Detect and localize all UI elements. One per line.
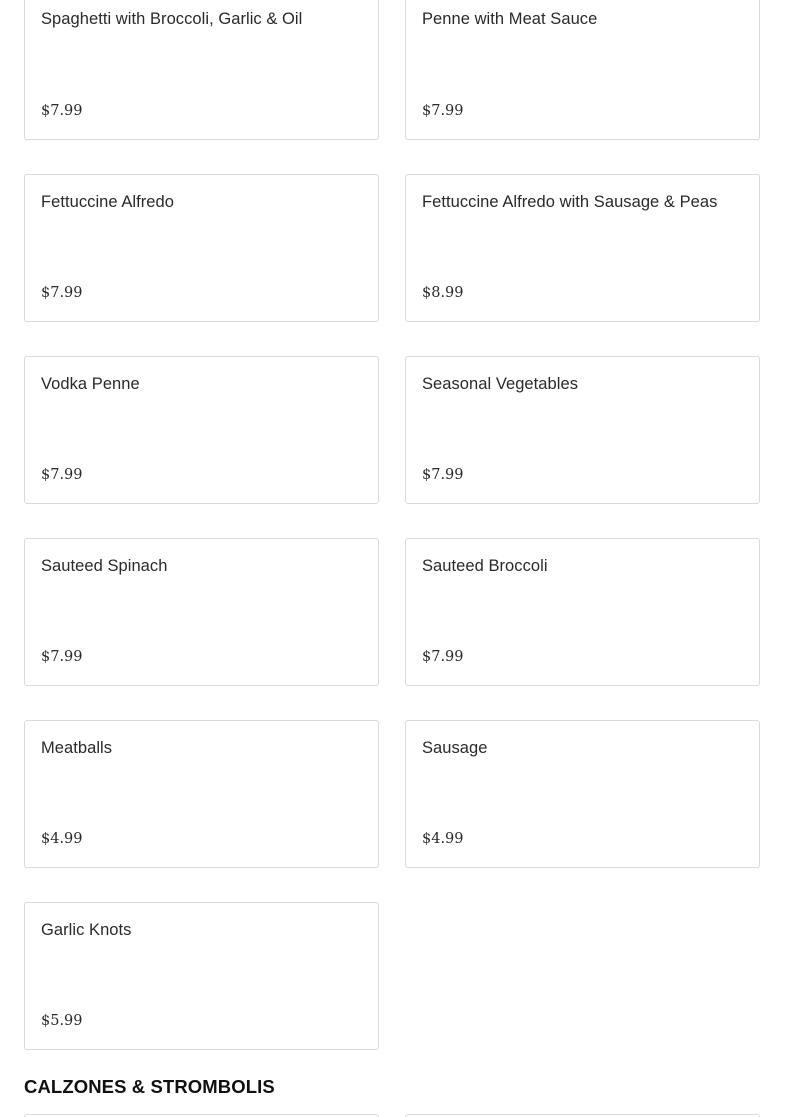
menu-item-price: $4.99 (41, 831, 83, 847)
menu-item-card[interactable] (24, 902, 379, 1050)
menu-item-name: Sauteed Broccoli (422, 557, 548, 575)
menu-item-name: Sauteed Spinach (41, 557, 168, 575)
menu-item-name: Fettuccine Alfredo (41, 193, 174, 211)
menu-item-price: $5.99 (41, 1013, 83, 1029)
menu-item-name: Spaghetti with Broccoli, Garlic & Oil (41, 10, 303, 28)
menu-item-card[interactable] (24, 0, 379, 140)
menu-item-card[interactable] (405, 356, 760, 504)
menu-item-price: $4.99 (422, 831, 464, 847)
menu-item-card[interactable] (405, 720, 760, 868)
menu-item-price: $7.99 (41, 103, 83, 119)
menu-item-name: Penne with Meat Sauce (422, 10, 598, 28)
menu-item-price: $7.99 (422, 467, 464, 483)
menu-item-name: Vodka Penne (41, 375, 140, 393)
menu-item-price: $7.99 (41, 285, 83, 301)
menu-item-name: Garlic Knots (41, 921, 132, 939)
menu-item-price: $7.99 (422, 103, 464, 119)
section-heading-calzones-strombolis: CALZONES & STROMBOLIS (24, 1076, 275, 1097)
menu-item-card[interactable] (24, 538, 379, 686)
menu-item-card[interactable] (24, 174, 379, 322)
menu-item-price: $7.99 (41, 649, 83, 665)
menu-item-card[interactable] (405, 538, 760, 686)
menu-item-price: $8.99 (422, 285, 464, 301)
menu-item-card[interactable] (24, 720, 379, 868)
menu-item-name: Sausage (422, 739, 488, 757)
menu-item-price: $7.99 (422, 649, 464, 665)
menu-item-name: Meatballs (41, 739, 113, 757)
menu-item-card[interactable] (405, 0, 760, 140)
menu-item-price: $7.99 (41, 467, 83, 483)
menu-item-name: Fettuccine Alfredo with Sausage & Peas (422, 193, 718, 211)
menu-item-card[interactable] (405, 174, 760, 322)
menu-item-card[interactable] (24, 356, 379, 504)
menu-item-name: Seasonal Vegetables (422, 375, 578, 393)
